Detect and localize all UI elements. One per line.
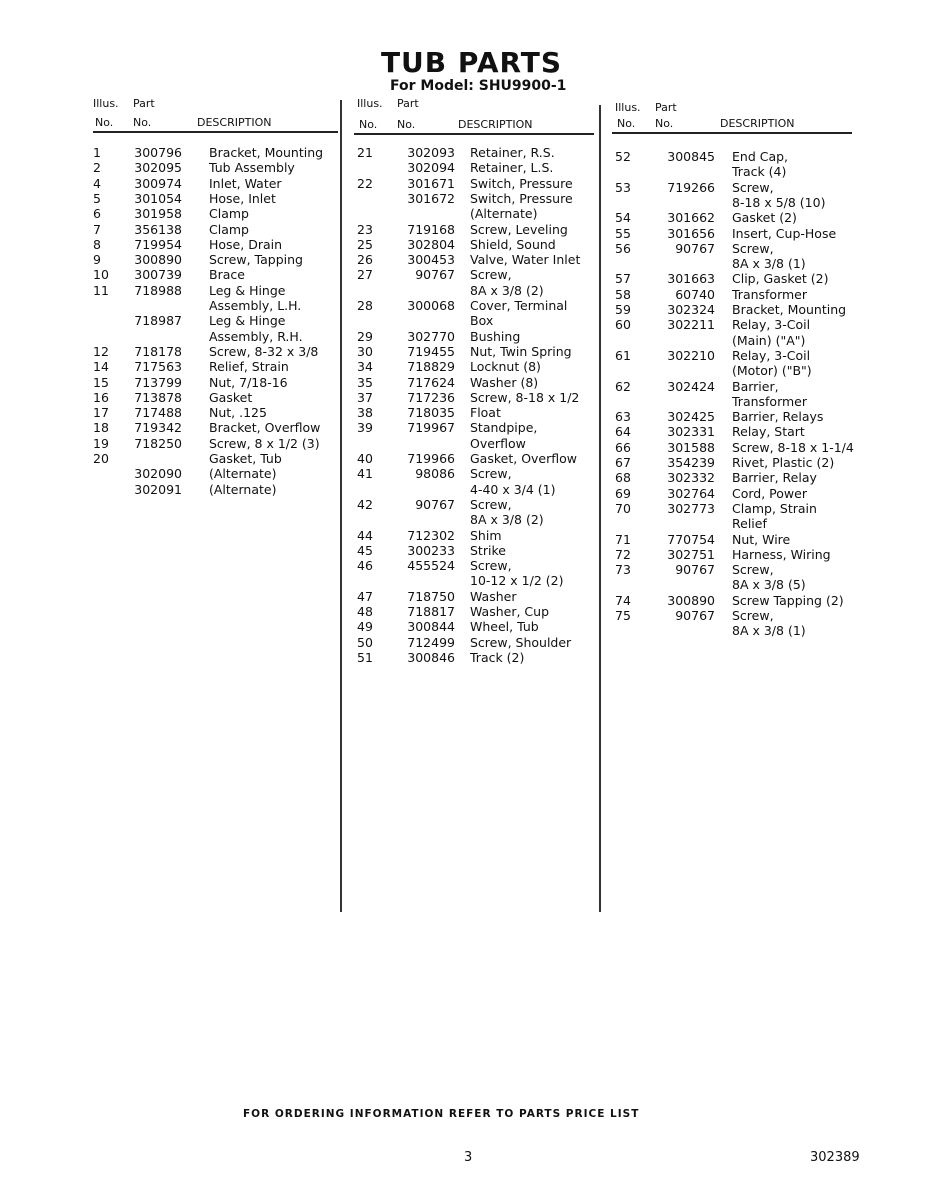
part-description: Screw, 8-32 x 3/8 (209, 343, 319, 359)
illus-number: 73 (615, 562, 631, 578)
part-description: Leg & Hinge Assembly, R.H. (209, 313, 303, 344)
illus-number: 18 (93, 420, 109, 436)
part-description: Inlet, Water (209, 175, 282, 191)
part-number: 90767 (415, 496, 455, 512)
illus-number: 29 (357, 328, 373, 344)
header-rule (93, 131, 338, 133)
part-number: 301672 (407, 190, 455, 206)
part-number: 302804 (407, 236, 455, 252)
part-description: (Alternate) (209, 481, 277, 497)
illus-number: 1 (93, 145, 101, 160)
illus-number: 64 (615, 424, 631, 440)
part-description: End Cap, Track (4) (732, 149, 789, 180)
illus-number: 61 (615, 347, 631, 363)
part-description: Strike (470, 542, 506, 558)
part-description: Bracket, Overflow (209, 420, 321, 436)
part-description: Nut, .125 (209, 405, 267, 421)
part-number: 712302 (407, 527, 455, 543)
illus-number: 6 (93, 206, 101, 222)
illus-number: 8 (93, 236, 101, 252)
part-description: Switch, Pressure (Alternate) (470, 190, 573, 222)
illus-number: 55 (615, 225, 631, 241)
part-description: Screw, Leveling (470, 221, 568, 237)
page-title (0, 46, 943, 79)
part-description: Relay, 3-Coil (Motor) ("B") (732, 347, 812, 379)
part-number: 302090 (134, 466, 182, 482)
illus-number: 42 (357, 496, 373, 512)
part-number: 300068 (407, 298, 455, 313)
part-number: 717236 (407, 389, 455, 405)
header-part: Part (655, 101, 677, 114)
part-number: 770754 (667, 531, 715, 547)
part-number: 300846 (407, 649, 455, 665)
illus-number: 19 (93, 435, 109, 451)
part-description: Relay, Start (732, 424, 805, 440)
illus-number: 17 (93, 405, 109, 421)
part-number: 717488 (134, 405, 182, 421)
column-divider (599, 105, 601, 912)
part-number: 719266 (667, 179, 715, 195)
part-number: 718988 (134, 282, 182, 298)
header-description: DESCRIPTION (197, 116, 272, 129)
part-description: Cord, Power (732, 485, 807, 501)
model-subtitle: For Model: SHU9900-1 (390, 78, 567, 94)
part-number: 354239 (667, 455, 715, 470)
illus-number: 52 (615, 149, 631, 164)
part-description: Clip, Gasket (2) (732, 271, 829, 287)
part-number: 302324 (667, 302, 715, 317)
illus-number: 67 (615, 455, 631, 470)
illus-number: 35 (357, 374, 373, 390)
part-description: Gasket, Tub (209, 451, 282, 466)
illus-number: 66 (615, 439, 631, 455)
illus-number: 47 (357, 588, 373, 604)
part-description: Nut, Wire (732, 531, 791, 547)
illus-number: 4 (93, 175, 101, 191)
part-description: Screw, 8A x 3/8 (5) (732, 562, 806, 593)
part-number: 300845 (667, 149, 715, 164)
illus-number: 71 (615, 531, 631, 547)
part-number: 301671 (407, 175, 455, 191)
part-number: 717624 (407, 374, 455, 390)
part-number: 300796 (134, 145, 182, 160)
part-number: 719954 (134, 236, 182, 252)
illus-number: 45 (357, 542, 373, 558)
part-number: 301958 (134, 206, 182, 222)
part-description: Screw, 8-18 x 1/2 (470, 389, 580, 405)
illus-number: 60 (615, 317, 631, 333)
illus-number: 9 (93, 252, 101, 268)
part-description: Relief, Strain (209, 359, 289, 375)
part-description: Standpipe, Overflow (470, 420, 538, 451)
part-number: 300233 (407, 542, 455, 558)
part-description: Harness, Wiring (732, 546, 831, 562)
illus-number: 11 (93, 282, 109, 298)
part-number: 718829 (407, 359, 455, 375)
part-description: Float (470, 405, 501, 421)
illus-number: 26 (357, 252, 373, 268)
header-illus-no: No. (95, 116, 114, 129)
illus-number: 69 (615, 485, 631, 501)
illus-number: 57 (615, 271, 631, 287)
part-number: 719455 (407, 343, 455, 359)
part-number: 301656 (667, 225, 715, 241)
part-description: Clamp (209, 221, 249, 237)
part-description: Washer, Cup (470, 604, 550, 619)
part-description: Barrier, Relay (732, 470, 817, 486)
part-number: 717563 (134, 359, 182, 375)
illus-number: 23 (357, 221, 373, 237)
part-description: Screw, 8-18 x 1-1/4 (732, 439, 854, 455)
part-number: 455524 (407, 558, 455, 574)
header-illus-no: No. (359, 118, 378, 131)
part-number: 90767 (675, 608, 715, 623)
illus-number: 74 (615, 592, 631, 608)
illus-number: 58 (615, 286, 631, 302)
part-description: Hose, Inlet (209, 190, 276, 206)
part-description: Wheel, Tub (470, 619, 539, 635)
header-part-no: No. (133, 116, 152, 129)
part-number: 301054 (134, 190, 182, 206)
part-description: Retainer, R.S. (470, 145, 555, 160)
illus-number: 2 (93, 160, 101, 176)
illus-number: 15 (93, 374, 109, 390)
part-number: 302211 (667, 317, 715, 333)
part-number: 300890 (667, 592, 715, 608)
part-number: 718178 (134, 343, 182, 359)
header-part: Part (133, 97, 155, 110)
illus-number: 5 (93, 190, 101, 206)
illus-number: 70 (615, 500, 631, 516)
part-description: Nut, 7/18-16 (209, 374, 288, 390)
header-description: DESCRIPTION (720, 117, 795, 130)
part-number: 302210 (667, 347, 715, 363)
part-description: Screw Tapping (2) (732, 592, 844, 608)
part-number: 300739 (134, 267, 182, 283)
part-description: Washer (8) (470, 374, 539, 390)
illus-number: 14 (93, 359, 109, 375)
part-number: 301588 (667, 439, 715, 455)
part-number: 90767 (415, 267, 455, 283)
part-number: 300890 (134, 252, 182, 268)
illus-number: 28 (357, 298, 373, 313)
illus-number: 16 (93, 389, 109, 405)
part-description: Brace (209, 267, 245, 283)
part-description: Bracket, Mounting (209, 145, 324, 160)
part-number: 302424 (667, 378, 715, 394)
title-text: TUB PARTS (380, 46, 563, 79)
part-description: Switch, Pressure (470, 175, 573, 191)
part-number: 300844 (407, 619, 455, 635)
part-description: Bracket, Mounting (732, 302, 847, 317)
illus-number: 44 (357, 527, 373, 543)
part-description: Screw, 4-40 x 3/4 (1) (470, 466, 556, 497)
illus-number: 54 (615, 210, 631, 226)
ordering-note: FOR ORDERING INFORMATION REFER TO PARTS PRICE LIST (243, 1108, 640, 1120)
part-number: 718035 (407, 405, 455, 421)
part-description: Washer (470, 588, 517, 604)
illus-number: 62 (615, 378, 631, 394)
illus-number: 72 (615, 546, 631, 562)
part-number: 719342 (134, 420, 182, 436)
part-description: Insert, Cup-Hose (732, 225, 837, 241)
part-description: Screw, 8A x 3/8 (2) (470, 496, 544, 528)
part-description: Screw, Shoulder (470, 634, 572, 650)
part-description: Screw, 8A x 3/8 (1) (732, 240, 806, 272)
part-description: Screw, 10-12 x 1/2 (2) (470, 558, 564, 589)
part-description: Gasket, Overflow (470, 451, 578, 466)
part-number: 302770 (407, 328, 455, 344)
part-description: Track (2) (470, 649, 525, 665)
illus-number: 68 (615, 470, 631, 486)
part-description: Retainer, L.S. (470, 160, 554, 176)
illus-number: 39 (357, 420, 373, 436)
part-number: 302093 (407, 145, 455, 160)
part-description: Tub Assembly (209, 160, 295, 176)
illus-number: 7 (93, 221, 101, 237)
part-number: 719168 (407, 221, 455, 237)
part-description: Gasket (209, 389, 253, 405)
header-illus: Illus. (93, 97, 119, 110)
illus-number: 46 (357, 558, 373, 574)
part-number: 302091 (134, 481, 182, 497)
part-description: Relay, 3-Coil (Main) ("A") (732, 317, 811, 348)
illus-number: 53 (615, 179, 631, 195)
part-description: Screw, 8-18 x 5/8 (10) (732, 179, 826, 210)
part-number: 302425 (667, 409, 715, 425)
part-number: 90767 (675, 562, 715, 578)
header-illus: Illus. (615, 101, 641, 114)
part-description: Clamp, Strain Relief (732, 500, 817, 532)
header-part-no: No. (655, 117, 674, 130)
part-number: 719967 (407, 420, 455, 436)
illus-number: 48 (357, 604, 373, 619)
part-description: Shield, Sound (470, 236, 556, 252)
illus-number: 75 (615, 608, 631, 623)
part-number: 302094 (407, 160, 455, 176)
part-description: Barrier, Relays (732, 409, 824, 425)
part-number: 718817 (407, 604, 455, 619)
part-number: 301662 (667, 210, 715, 226)
illus-number: 50 (357, 634, 373, 650)
part-description: Valve, Water Inlet (470, 252, 581, 268)
part-description: (Alternate) (209, 466, 277, 482)
part-description: Cover, Terminal Box (470, 298, 568, 329)
part-description: Screw, 8A x 3/8 (2) (470, 267, 544, 298)
part-description: Bushing (470, 328, 521, 344)
part-number: 300974 (134, 175, 182, 191)
header-description: DESCRIPTION (458, 118, 533, 131)
part-description: Locknut (8) (470, 359, 541, 375)
part-number: 302764 (667, 485, 715, 501)
illus-number: 59 (615, 302, 631, 317)
part-number: 718750 (407, 588, 455, 604)
part-number: 302331 (667, 424, 715, 440)
part-number: 301663 (667, 271, 715, 287)
illus-number: 56 (615, 240, 631, 256)
part-number: 356138 (134, 221, 182, 237)
part-number: 712499 (407, 634, 455, 650)
header-part-no: No. (397, 118, 416, 131)
header-part: Part (397, 97, 419, 110)
illus-number: 49 (357, 619, 373, 635)
part-description: Rivet, Plastic (2) (732, 455, 835, 470)
illus-number: 41 (357, 466, 373, 482)
illus-number: 30 (357, 343, 373, 359)
illus-number: 12 (93, 343, 109, 359)
illus-number: 22 (357, 175, 373, 191)
header-rule (354, 133, 594, 135)
part-number: 713878 (134, 389, 182, 405)
part-number: 60740 (675, 286, 715, 302)
illus-number: 25 (357, 236, 373, 252)
illus-number: 21 (357, 145, 373, 160)
part-number: 300453 (407, 252, 455, 268)
illus-number: 51 (357, 649, 373, 665)
part-number: 302751 (667, 546, 715, 562)
part-number: 713799 (134, 374, 182, 390)
header-rule (612, 132, 852, 134)
part-number: 718250 (134, 435, 182, 451)
part-number: 98086 (415, 466, 455, 482)
illus-number: 37 (357, 389, 373, 405)
illus-number: 38 (357, 405, 373, 421)
part-number: 302095 (134, 160, 182, 176)
column-divider (340, 100, 342, 912)
part-description: Screw, Tapping (209, 252, 303, 268)
part-description: Hose, Drain (209, 236, 283, 252)
part-number: 719966 (407, 451, 455, 466)
illus-number: 40 (357, 451, 373, 466)
part-description: Barrier, Transformer (732, 378, 808, 409)
part-description: Screw, 8A x 3/8 (1) (732, 608, 806, 639)
part-number: 302773 (667, 500, 715, 516)
part-description: Leg & Hinge Assembly, L.H. (209, 282, 302, 313)
page-number: 3 (464, 1150, 473, 1165)
part-description: Screw, 8 x 1/2 (3) (209, 435, 320, 451)
part-number: 302332 (667, 470, 715, 486)
part-description: Gasket (2) (732, 210, 797, 226)
illus-number: 20 (93, 451, 109, 466)
part-description: Nut, Twin Spring (470, 343, 572, 359)
document-number: 302389 (810, 1150, 860, 1165)
header-illus: Illus. (357, 97, 383, 110)
part-number: 718987 (134, 313, 182, 329)
part-description: Transformer (732, 286, 808, 302)
illus-number: 27 (357, 267, 373, 283)
part-number: 90767 (675, 240, 715, 256)
part-description: Clamp (209, 206, 249, 222)
illus-number: 10 (93, 267, 109, 283)
part-description: Shim (470, 527, 502, 543)
illus-number: 34 (357, 359, 373, 375)
header-illus-no: No. (617, 117, 636, 130)
illus-number: 63 (615, 409, 631, 425)
